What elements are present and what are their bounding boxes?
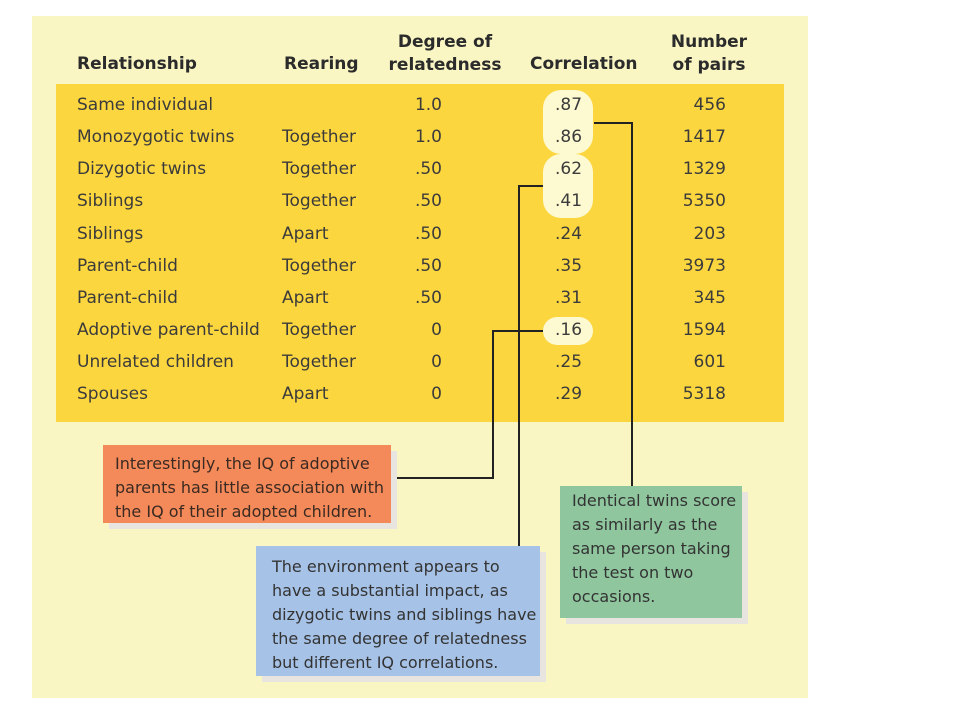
note-identical — [560, 486, 742, 618]
table-row — [0, 282, 960, 314]
cell-pairs: 1594 — [682, 320, 726, 340]
cell-rearing: Together — [282, 256, 357, 276]
cell-relationship: Adoptive parent-child — [77, 320, 260, 340]
cell-degree: 0 — [431, 352, 442, 372]
cell-degree: .50 — [414, 256, 442, 276]
header-relationship: Relationship — [77, 54, 197, 74]
note-environment-line: dizygotic twins and siblings have — [272, 605, 537, 624]
cell-rearing: Apart — [282, 288, 329, 308]
cell-pairs: 5318 — [682, 384, 726, 404]
header-pairs-line2: of pairs — [672, 55, 746, 75]
cell-correlation: .41 — [555, 191, 583, 211]
note-environment-line: have a substantial impact, as — [272, 581, 508, 600]
note-identical-line: occasions. — [572, 587, 656, 606]
note-identical-line: as similarly as the — [572, 515, 718, 534]
table-row — [0, 218, 960, 250]
cell-rearing: Together — [282, 352, 357, 372]
cell-pairs: 601 — [693, 352, 726, 372]
table-row — [0, 314, 960, 346]
table-row — [0, 121, 960, 153]
cell-relationship: Siblings — [77, 191, 144, 211]
cell-degree: 0 — [431, 384, 442, 404]
table-row — [0, 153, 960, 185]
cell-relationship: Monozygotic twins — [77, 127, 235, 147]
cell-rearing: Together — [282, 159, 357, 179]
cell-relationship: Parent-child — [77, 288, 178, 308]
note-identical-line: Identical twins score — [572, 491, 737, 510]
cell-correlation: .31 — [555, 288, 583, 308]
cell-correlation: .35 — [555, 256, 583, 276]
note-environment-line: The environment appears to — [272, 557, 500, 576]
table-row — [0, 346, 960, 378]
cell-relationship: Same individual — [77, 95, 214, 115]
note-adoptive-line: Interestingly, the IQ of adoptive — [115, 454, 370, 473]
header-correlation: Correlation — [530, 54, 638, 74]
cell-pairs: 3973 — [682, 256, 726, 276]
cell-degree: .50 — [414, 191, 442, 211]
header-degree-line1: Degree of — [397, 32, 493, 52]
cell-rearing: Apart — [282, 224, 329, 244]
note-adoptive — [103, 445, 391, 523]
note-identical-line: same person taking — [572, 539, 731, 558]
cell-degree: 1.0 — [414, 95, 442, 115]
cell-degree: .50 — [414, 288, 442, 308]
cell-relationship: Unrelated children — [77, 352, 234, 372]
table-row — [0, 378, 960, 410]
cell-correlation: .29 — [555, 384, 583, 404]
cell-correlation: .16 — [555, 320, 583, 340]
header-rearing: Rearing — [284, 54, 359, 74]
cell-correlation: .86 — [555, 127, 583, 147]
cell-rearing: Together — [282, 127, 357, 147]
cell-correlation: .87 — [555, 95, 583, 115]
cell-pairs: 1417 — [682, 127, 726, 147]
cell-correlation: .25 — [555, 352, 583, 372]
cell-degree: 1.0 — [414, 127, 442, 147]
cell-pairs: 5350 — [682, 191, 726, 211]
cell-pairs: 1329 — [682, 159, 726, 179]
cell-rearing: Together — [282, 191, 357, 211]
cell-degree: .50 — [414, 224, 442, 244]
table-row — [0, 89, 960, 121]
cell-rearing: Together — [282, 320, 357, 340]
header-degree-line2: relatedness — [388, 55, 502, 75]
cell-relationship: Parent-child — [77, 256, 178, 276]
note-adoptive-line: parents has little association with — [115, 478, 385, 497]
note-adoptive-line: the IQ of their adopted children. — [115, 502, 373, 521]
cell-relationship: Dizygotic twins — [77, 159, 207, 179]
note-environment-line: but different IQ correlations. — [272, 653, 499, 672]
note-environment — [256, 546, 540, 676]
cell-degree: .50 — [414, 159, 442, 179]
cell-pairs: 345 — [693, 288, 726, 308]
cell-rearing: Apart — [282, 384, 329, 404]
cell-pairs: 456 — [693, 95, 726, 115]
note-identical-line: the test on two — [572, 563, 694, 582]
cell-correlation: .62 — [555, 159, 583, 179]
header-pairs-line1: Number — [670, 32, 748, 52]
cell-pairs: 203 — [693, 224, 726, 244]
cell-correlation: .24 — [555, 224, 583, 244]
cell-relationship: Spouses — [77, 384, 148, 404]
cell-relationship: Siblings — [77, 224, 144, 244]
table-row — [0, 250, 960, 282]
table-row — [0, 185, 960, 217]
cell-degree: 0 — [431, 320, 442, 340]
note-environment-line: the same degree of relatedness — [272, 629, 527, 648]
